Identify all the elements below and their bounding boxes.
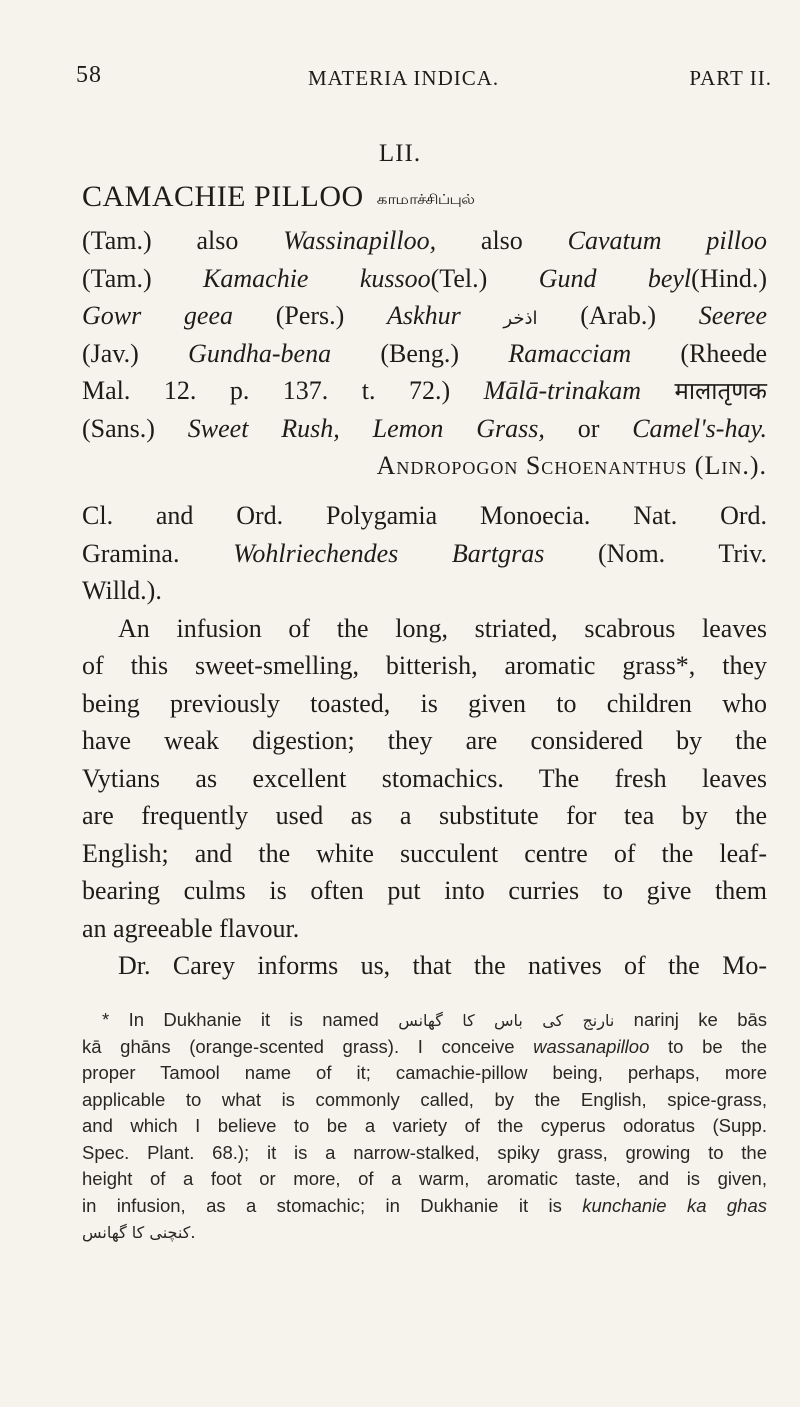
italic-name: wassanapilloo [533, 1035, 650, 1057]
footnote-line: and which I believe to be a variety of the cyperus odoratus (Supp. [82, 1115, 767, 1136]
italic-name: Gowr geea [82, 301, 234, 330]
text-span: also [480, 226, 523, 255]
arabic-script: نارنج کی باس کا گهانس [398, 1011, 615, 1030]
italic-name: Mālā-trinakam [483, 376, 641, 405]
italic-name: Cavatum pilloo [567, 226, 768, 255]
footnote-line: کنچنی کا گهانس. [82, 1221, 196, 1242]
paragraph-line: Vytians as excellent stomachics. The fresh leaves [82, 763, 767, 793]
classification-line-2 [82, 535, 767, 573]
text-span: (Hind.) [691, 263, 767, 293]
tamil-script: காமாச்சிப்புல் [376, 192, 475, 208]
classification-line-3: Willd.). [82, 576, 162, 605]
paragraph-line: of this sweet-smelling, bitterish, aromatic grass*, they [82, 651, 767, 680]
italic-name: Wohlriechendes Bartgras [233, 538, 545, 568]
running-header [76, 62, 772, 94]
text-span: (Rheede [680, 338, 768, 368]
italic-name: Sweet Rush, [187, 413, 340, 443]
italic-name: Kamachie kussoo [203, 263, 431, 293]
paragraph-line: bearing culms is often put into curries to give them [82, 876, 767, 905]
text-span: (Tam.) [82, 263, 152, 293]
italic-name: Seeree [698, 301, 768, 330]
section-number: LII. [378, 140, 422, 167]
synonym-line-4 [82, 335, 767, 373]
text-span: (Nom. Triv. [598, 538, 768, 568]
footnote-line [82, 1034, 767, 1061]
italic-name: Camel's-hay. [632, 413, 768, 443]
page-number: 58 [76, 62, 102, 88]
synonym-line-2 [82, 260, 767, 298]
text-span: (Arab.) [580, 301, 656, 330]
main-text [82, 178, 767, 985]
text-span: narinj ke bās [633, 1009, 768, 1030]
text-span: (Jav.) [82, 338, 139, 368]
footnote [82, 1007, 767, 1246]
text-span: Mal. 12. p. 137. t. 72.) [82, 376, 451, 405]
synonym-line-5 [82, 372, 767, 410]
paragraph-line: Dr. Carey informs us, that the natives of the Mo- [118, 951, 767, 980]
text-span: to be the [668, 1035, 768, 1057]
italic-name: Gundha-bena [188, 338, 332, 368]
synonym-line-3 [82, 297, 767, 335]
text-span: or [577, 413, 600, 443]
footnote-line [82, 1193, 767, 1220]
italic-name: Lemon Grass, [372, 413, 545, 443]
footnote-line: Spec. Plant. 68.); it is a narrow-stalked, spiky grass, growing to the [82, 1141, 767, 1163]
footnote-line [82, 1007, 767, 1034]
footnote-line: proper Tamool name of it; camachie-pillow being, perhaps, more [82, 1062, 767, 1083]
text-span: (Pers.) [275, 301, 345, 330]
text-span: kā ghāns (orange-scented grass). I conceive [82, 1035, 515, 1057]
arabic-script: اذخر [503, 308, 538, 329]
italic-name: kunchanie ka ghas [582, 1194, 768, 1216]
text-span: (Tam.) also [82, 226, 239, 255]
italic-name: Ramacciam [508, 338, 632, 368]
sanskrit-script: मालातृणक [674, 377, 767, 405]
synonym-line-1 [82, 222, 767, 260]
footnote-line: applicable to what is commonly called, by the English, spice-grass, [82, 1088, 767, 1110]
text-span: Gramina. [82, 538, 180, 568]
italic-name: Gund beyl [538, 263, 692, 293]
classification-line-1: Cl. and Ord. Polygamia Monoecia. Nat. Ord. [82, 501, 767, 530]
running-title: MATERIA INDICA. [308, 66, 500, 90]
text-span: (Sans.) [82, 413, 155, 443]
italic-name: Askhur [387, 301, 461, 330]
paragraph-line: being previously toasted, is given to children who [82, 688, 767, 718]
paragraph-line: have weak digestion; they are considered by the [82, 726, 767, 755]
entry-title-line [82, 178, 767, 222]
paragraph-line: an agreeable flavour. [82, 913, 300, 943]
paragraph-line: are frequently used as a substitute for tea by the [82, 801, 767, 830]
footnote-line: height of a foot or more, of a warm, aromatic taste, and is given, [82, 1168, 767, 1189]
arabic-script: کنچنی کا گهانس [82, 1223, 191, 1242]
botanical-name: Andropogon Schoenanthus (Lin.). [376, 451, 767, 480]
italic-name: Wassinapilloo, [283, 226, 437, 255]
part-label: PART II. [689, 66, 772, 90]
text-span: * In Dukhanie it is named [102, 1009, 379, 1030]
text-span: in infusion, as a stomachic; in Dukhanie it is [82, 1194, 562, 1216]
paragraph-line: English; and the white succulent centre of the leaf- [82, 838, 767, 868]
text-span: (Tel.) [430, 263, 488, 293]
entry-title: CAMACHIE PILLOO [82, 180, 364, 213]
text-span: (Beng.) [380, 338, 460, 368]
paragraph-line: An infusion of the long, striated, scabrous leaves [118, 613, 767, 643]
synonym-line-6 [82, 410, 767, 448]
